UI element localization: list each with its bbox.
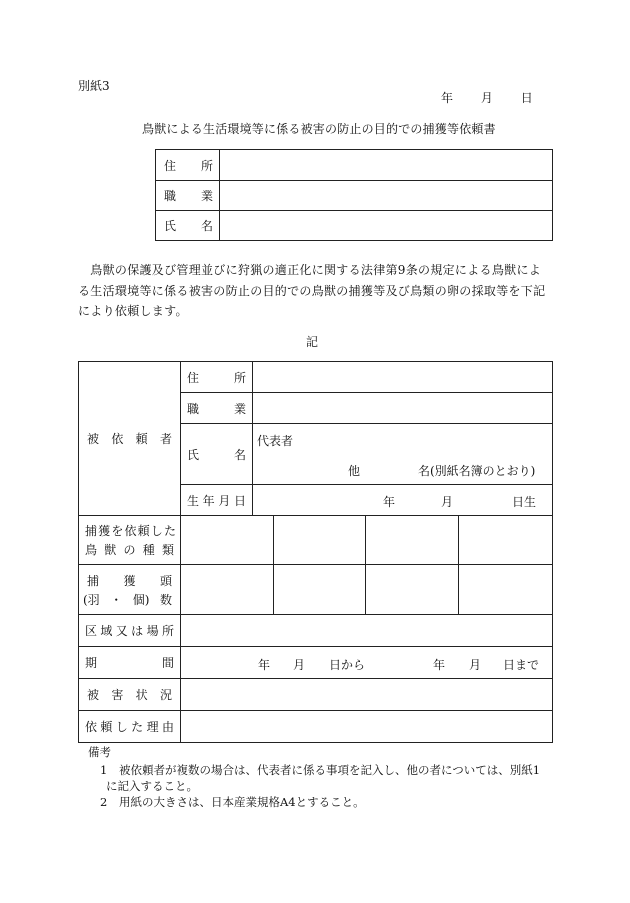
note-text: 用紙の大きさは、日本産業規格A4とすること。 [118, 795, 365, 809]
species-field-2[interactable] [274, 516, 366, 565]
representative-label: 代表者 [257, 434, 294, 448]
date-line [441, 89, 533, 106]
count-field-4[interactable] [459, 565, 553, 615]
applicant-name-label: 氏 名 [156, 211, 220, 241]
period-from-day: 日から [329, 658, 366, 672]
dob-day: 日生 [512, 495, 537, 509]
reason-field[interactable] [181, 711, 553, 743]
count-field-3[interactable] [366, 565, 459, 615]
count-field-2[interactable] [274, 565, 366, 615]
requestee-name-field[interactable] [253, 424, 553, 485]
request-body-text: 鳥獣の保護及び管理並びに狩猟の適正化に関する法律第9条の規定による鳥獣による生活環境等に係る被害の防止の目的での鳥獣の捕獲等及び鳥類の卵の採取等を下記により依頼します。 [78, 263, 546, 318]
requestee-label: 被 依 頼 者 [79, 362, 181, 516]
period-from-year: 年 [258, 658, 271, 672]
dob-field[interactable] [253, 485, 553, 516]
period-to-year: 年 [433, 658, 446, 672]
damage-field[interactable] [181, 679, 553, 711]
period-to-month: 月 [469, 658, 482, 672]
applicant-name-field[interactable] [220, 211, 553, 241]
applicant-address-field[interactable] [220, 150, 553, 181]
note-number: 1 [100, 763, 108, 777]
document-reference-label: 別紙3 [78, 79, 110, 93]
period-field[interactable] [181, 647, 553, 679]
species-label: 捕 獲 を 依 頼 し た 鳥 獣 の 種 類 [79, 516, 181, 565]
date-day: 日 [520, 91, 533, 105]
period-label: 期 間 [79, 647, 181, 679]
notes-heading: 備考 [88, 745, 111, 759]
applicant-table [155, 149, 553, 241]
date-month: 月 [480, 91, 493, 105]
requestee-address-field[interactable] [253, 362, 553, 393]
dob-label: 生 年 月 日 [181, 485, 253, 516]
document-title: 鳥獣による生活環境等に係る被害の防止の目的での捕獲等依頼書 [142, 122, 496, 136]
dob-year: 年 [383, 495, 396, 509]
applicant-address-label: 住 所 [156, 150, 220, 181]
ki-heading: 記 [306, 335, 319, 349]
requestee-address-label: 住 所 [181, 362, 253, 393]
note-item-1 [88, 762, 558, 778]
request-details-table [78, 361, 553, 743]
period-from-month: 月 [293, 658, 306, 672]
applicant-occupation-field[interactable] [220, 181, 553, 211]
note-number: 2 [100, 795, 108, 809]
note-item-2 [88, 794, 558, 810]
others-count-suffix: 名(別紙名簿のとおり) [418, 464, 536, 478]
period-to-day: 日まで [503, 658, 540, 672]
species-field-3[interactable] [366, 516, 459, 565]
dob-month: 月 [441, 495, 454, 509]
date-year: 年 [441, 91, 454, 105]
reason-label: 依 頼 し た 理 由 [79, 711, 181, 743]
species-field-1[interactable] [181, 516, 274, 565]
others-label: 他 [348, 464, 361, 478]
area-label: 区 域 又 は 場 所 [79, 615, 181, 647]
note-item-1-continuation: に記入すること。 [106, 779, 198, 793]
requestee-name-label: 氏 名 [181, 424, 253, 485]
note-text: 被依頼者が複数の場合は、代表者に係る事項を記入し、他の者については、別紙1 [118, 763, 541, 777]
notes-section [88, 744, 558, 810]
damage-label: 被 害 状 況 [79, 679, 181, 711]
requestee-occupation-label: 職 業 [181, 393, 253, 424]
requestee-occupation-field[interactable] [253, 393, 553, 424]
count-field-1[interactable] [181, 565, 274, 615]
area-field[interactable] [181, 615, 553, 647]
species-field-4[interactable] [459, 516, 553, 565]
count-label: 捕 獲 頭 (羽 ・ 個) 数 [79, 565, 181, 615]
applicant-occupation-label: 職 業 [156, 181, 220, 211]
